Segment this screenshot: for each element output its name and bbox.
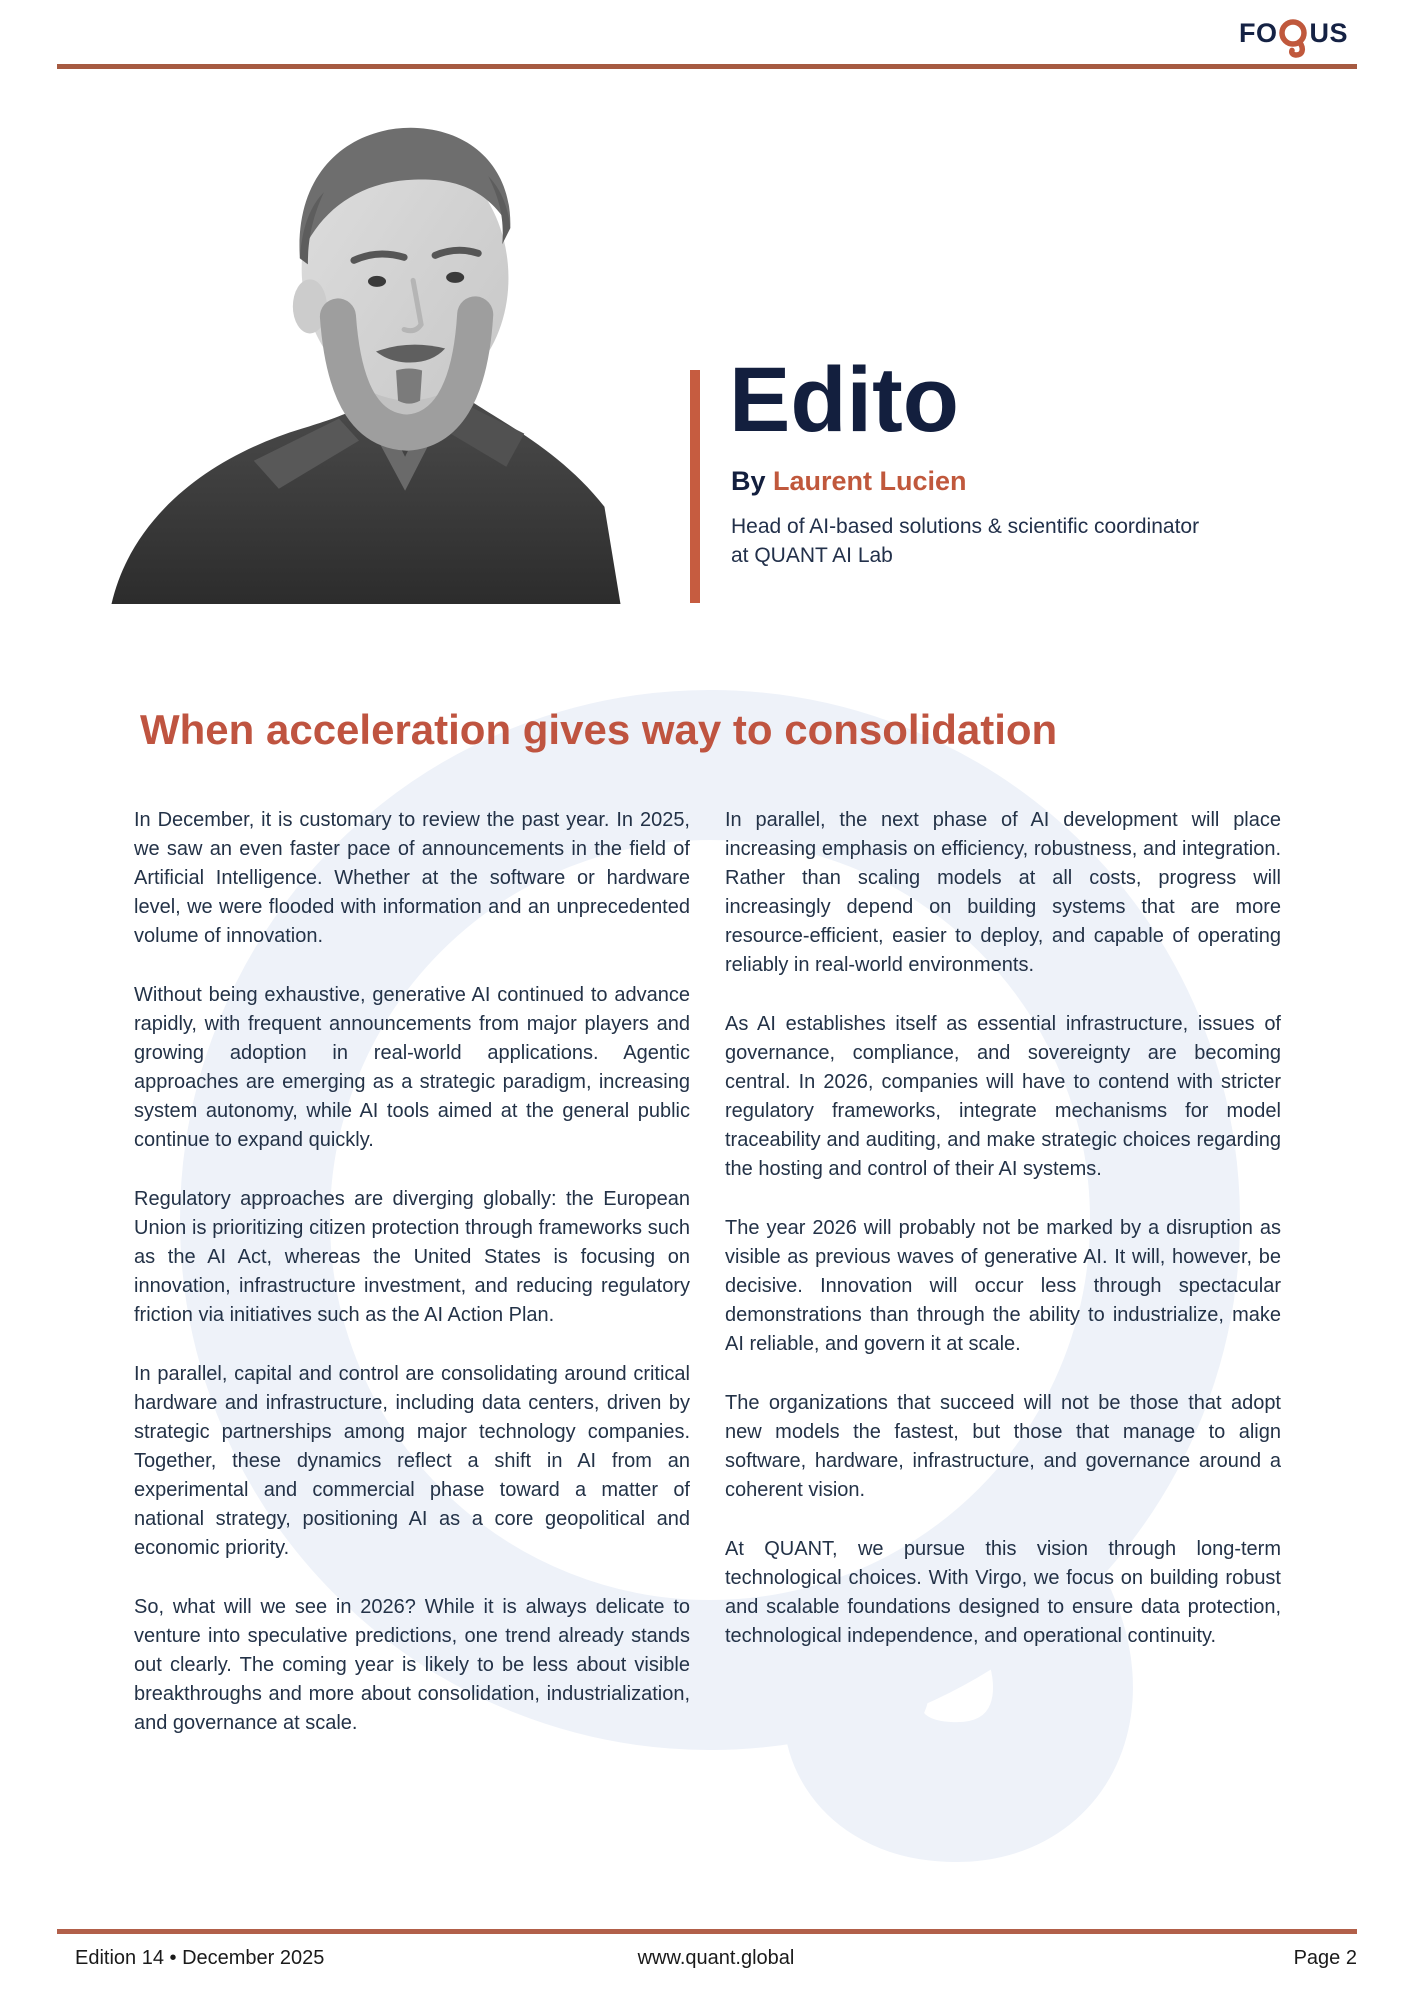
paragraph: In December, it is customary to review the past year. In 2025, we saw an even faster pace of announcements in the field of Artificial Intelligence. Whether at the software or hardware level, we were flooded with information and an unprecedented volume of innovation. xyxy=(134,809,690,947)
footer-edition: Edition 14 • December 2025 xyxy=(75,1947,325,1969)
column-right xyxy=(725,806,1281,1768)
footer-website-link[interactable]: www.quant.global xyxy=(637,1947,795,1969)
paragraph: The organizations that succeed will not be those that adopt new models the fastest, but those that manage to align software, hardware, infrastructure, and governance around a coherent vision. xyxy=(725,1392,1281,1501)
portrait-photo xyxy=(103,88,640,604)
footer-rule xyxy=(57,1929,1357,1934)
paragraph: At QUANT, we pursue this vision through long-term technological choices. With Virgo, we focus on building robust and scalable foundations designed to ensure data protection, technological independence, and operational continuity. xyxy=(725,1538,1281,1647)
paragraph: In parallel, the next phase of AI development will place increasing emphasis on efficiency, robustness, and integration. Rather than scaling models at all costs, progress will increasingly depend on building systems that are more resource-efficient, easier to deploy, and capable of operating reliably in real-world environments. xyxy=(725,809,1281,976)
logo-q-icon xyxy=(1278,18,1308,58)
article-columns xyxy=(134,806,1281,1768)
author-role-line1: Head of AI-based solutions & scientific coordinator xyxy=(731,515,1200,538)
edito-accent-bar xyxy=(690,370,700,603)
edito-title: Edito xyxy=(729,349,959,451)
column-left xyxy=(134,806,690,1768)
paragraph: So, what will we see in 2026? While it is always delicate to venture into speculative predictions, one trend already stands out clearly. The coming year is likely to be less about visible breakthroughs and more about consolidation, industrialization, and governance at scale. xyxy=(134,1596,690,1734)
footer-page-number: Page 2 xyxy=(1293,1947,1357,1969)
article-headline: When acceleration gives way to consolidation xyxy=(140,706,1058,753)
logo-text-left: FO xyxy=(1238,18,1278,48)
byline-prefix: By xyxy=(731,466,774,496)
author-name: Laurent Lucien xyxy=(773,466,967,496)
paragraph: In parallel, capital and control are consolidating around critical hardware and infrastructure, including data centers, driven by strategic partnerships among major technology companies. Together, these dynamics reflect a shift in AI from an experimental and commercial phase toward a matter of national strategy, positioning AI as a core geopolitical and economic priority. xyxy=(134,1363,690,1559)
paragraph: Without being exhaustive, generative AI continued to advance rapidly, with frequent announcements from major players and growing adoption in real-world applications. Agentic approaches are emerging as a strategic paradigm, increasing system autonomy, while AI tools aimed at the general public continue to expand quickly. xyxy=(134,984,690,1151)
foqus-logo xyxy=(1239,18,1348,58)
author-role-line2: at QUANT AI Lab xyxy=(731,544,893,567)
author-role xyxy=(731,512,1199,570)
logo-text-right: US xyxy=(1309,18,1348,48)
header-rule xyxy=(57,64,1357,69)
footer xyxy=(57,1947,1357,1970)
paragraph: Regulatory approaches are diverging globally: the European Union is prioritizing citizen protection through frameworks such as the AI Act, whereas the United States is focusing on innovation, infrastructure investment, and reducing regulatory friction via initiatives such as the AI Action Plan. xyxy=(134,1188,690,1326)
paragraph: The year 2026 will probably not be marked by a disruption as visible as previous waves of generative AI. It will, however, be decisive. Innovation will occur less through spectacular demonstrations than through the ability to industrialize, make AI reliable, and govern it at scale. xyxy=(725,1217,1281,1355)
byline xyxy=(731,466,967,497)
paragraph: As AI establishes itself as essential infrastructure, issues of governance, compliance, and sovereignty are becoming central. In 2026, companies will have to contend with stricter regulatory frameworks, integrate mechanisms for model traceability and auditing, and make strategic choices regarding the hosting and control of their AI systems. xyxy=(725,1013,1281,1180)
